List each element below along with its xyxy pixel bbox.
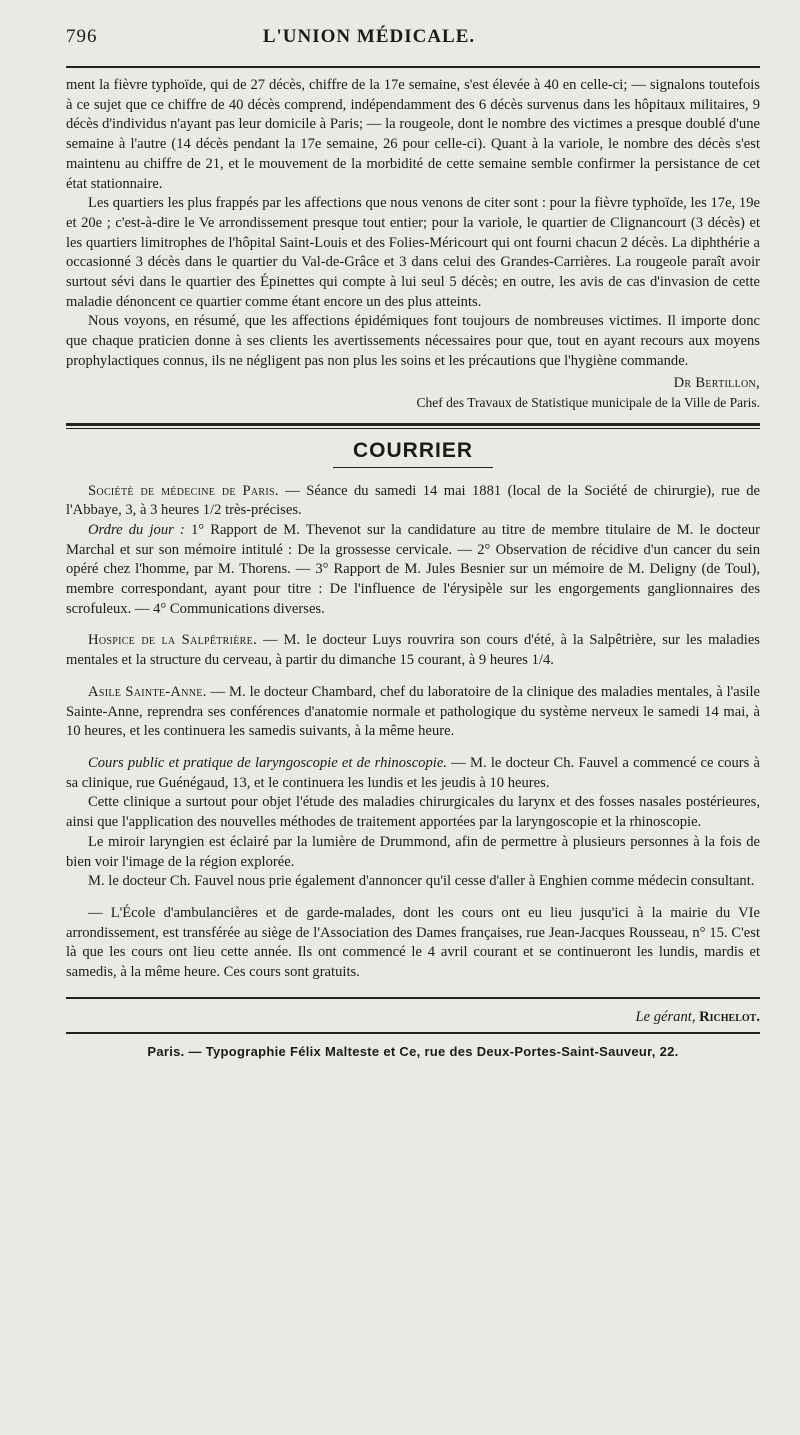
gerant-line — [66, 1009, 760, 1026]
asile-text: — M. le docteur Chambard, chef du laboratoire de la clinique des maladies mentales, à l'asile Sainte-Anne, reprendra ses conférences d'anatomie normale et pathologique du système nerveux le samedi 14 mai, à 10 heures, et les continuera les samedis suivants, à la même heure. — [66, 683, 760, 740]
ordre-text: 1° Rapport de M. Thevenot sur la candidature au titre de membre titulaire de M. le docteur Marchal et sur son mémoire intitulé : De la grossesse cervicale. — 2° Observation de récidive d'un cancer du sein opéré chez l'homme, par M. Thorens. — 3° Rapport de M. Jules Besnier sur un mémoire de M. Deligny (de Toul), membre correspondant, ayant pour titre : De l'influence de l'érysipèle sur les engorgements ganglionnaires des scrofuleux. — 4° Communications diverses. — [66, 521, 760, 617]
hospice-text: — M. le docteur Luys rouvrira son cours d'été, à la Salpêtrière, sur les maladies mentales et la structure du cerveau, à partir du dimanche 15 courant, à 9 heures 1/4. — [66, 632, 760, 669]
cours-paragraph-2: Cette clinique a surtout pour objet l'étude des maladies chirurgicales du larynx et des fosses nasales postérieures, ainsi que l'application des nouvelles méthodes de traitement apportées par la laryngoscopie et la rhinoscopie. — [66, 794, 760, 831]
entry-societe — [66, 482, 760, 620]
statistics-report — [66, 76, 760, 413]
report-paragraph-2: Les quartiers les plus frappés par les affections que nous venons de citer sont : pour la fièvre typhoïde, les 17e, 19e et 20e ; c'est-à-dire le Ve arrondissement presque tout entier; pour la variole, le quartier de Clignancourt (3 décès) et les quartiers limitrophes de l'hôpital Saint-Louis et des Folies-Méricourt qui ont fourni chacun 2 décès. La diphthérie a occasionné 3 décès dans le quartier du Val-de-Grâce et 3 dans celui des Grandes-Carrières. La rougeole paraît avoir surtout sévi dans le quartier des Épinettes qui compte à lui seul 5 décès; en outre, les avis de cas d'invasion de cette maladie dénoncent ce quartier comme étant encore un des plus atteints. — [66, 195, 760, 310]
hospice-heading: Hospice de la Salpêtrière. — [88, 632, 258, 649]
section-divider — [66, 423, 760, 429]
entry-asile — [66, 683, 760, 742]
header-rule — [66, 66, 760, 68]
gerant-label: Le gérant, — [635, 1008, 700, 1025]
gerant-name: Richelot. — [699, 1008, 760, 1025]
entry-ecole — [66, 904, 760, 983]
journal-title: L'UNION MÉDICALE. — [262, 26, 476, 47]
entry-cours — [66, 754, 760, 892]
printer-imprint: Paris. — Typographie Félix Malteste et Ce, rue des Deux-Portes-Saint-Sauveur, 22. — [147, 1043, 679, 1059]
cours-paragraph-3: Le miroir laryngien est éclairé par la lumière de Drummond, afin de permettre à plusieurs personnes à la fois de bien voir l'image de la région explorée. — [66, 833, 760, 870]
ordre-heading: Ordre du jour : — [88, 521, 185, 538]
footer-rule-bottom — [66, 1032, 760, 1034]
signature-title: Chef des Travaux de Statistique municipale de la Ville de Paris. — [416, 394, 760, 410]
report-paragraph-1: ment la fièvre typhoïde, qui de 27 décès, chiffre de la 17e semaine, s'est élevée à 40 en celle-ci; — signalons toutefois à ce sujet que ce chiffre de 40 décès comprend, indépendamment des 6 décès survenus dans les hôpitaux militaires, 9 décès d'individus n'ayant pas leur domicile à Paris; — la rougeole, dont le nombre des victimes a presque doublé d'une semaine à l'autre (14 décès pendant la 17e semaine, 26 pour celle-ci). Quant à la variole, le nombre des décès s'est maintenu au chiffre de 21, et le mouvement de la morbidité de cette semaine semble confirmer la persistance de cet état stationnaire. — [66, 77, 760, 192]
entry-hospice — [66, 631, 760, 670]
footer-rule — [66, 997, 760, 999]
asile-heading: Asile Sainte-Anne. — [88, 683, 207, 700]
page-number: 796 — [66, 26, 98, 47]
running-head — [66, 26, 760, 62]
ecole-text: — L'École d'ambulancières et de garde-malades, dont les cours ont eu lieu jusqu'ici à la mairie du VIe arrondissement, est transférée au siège de l'Association des Dames françaises, rue Jean-Jacques Rousseau, n° 15. C'est là que les cours ont lieu cette année. Ils ont commencé le 4 avril courant et se continueront les lundis, mardis et samedis, à la même heure. Ces cours sont gratuits. — [66, 904, 760, 981]
societe-heading: Société de médecine de Paris. — [88, 482, 279, 499]
cours-text: — M. le docteur Ch. Fauvel a commencé ce cours à sa clinique, rue Guénégaud, 13, et le continuera les lundis et les jeudis à 10 heures. — [66, 754, 760, 791]
signature-name: Dr Bertillon, — [673, 374, 760, 391]
signature-block — [66, 373, 760, 413]
societe-text: — Séance du samedi 14 mai 1881 (local de la Société de chirurgie), rue de l'Abbaye, 3, à 3 heures 1/2 très-précises. — [66, 482, 761, 519]
title-underline — [333, 467, 493, 468]
courrier-title: COURRIER — [352, 438, 473, 462]
report-paragraph-3: Nous voyons, en résumé, que les affections épidémiques font toujours de nombreuses victimes. Il importe donc que chaque praticien donne à ses clients les avertissements nécessaires pour que, tout en ayant recours aux moyens prophylactiques connus, ils ne négligent pas non plus les soins et les précautions que l'hygiène commande. — [66, 313, 760, 369]
cours-heading: Cours public et pratique de laryngoscopie et de rhinoscopie. — [88, 754, 447, 771]
cours-paragraph-4: M. le docteur Ch. Fauvel nous prie également d'annoncer qu'il cesse d'aller à Enghien comme médecin consultant. — [88, 873, 755, 890]
